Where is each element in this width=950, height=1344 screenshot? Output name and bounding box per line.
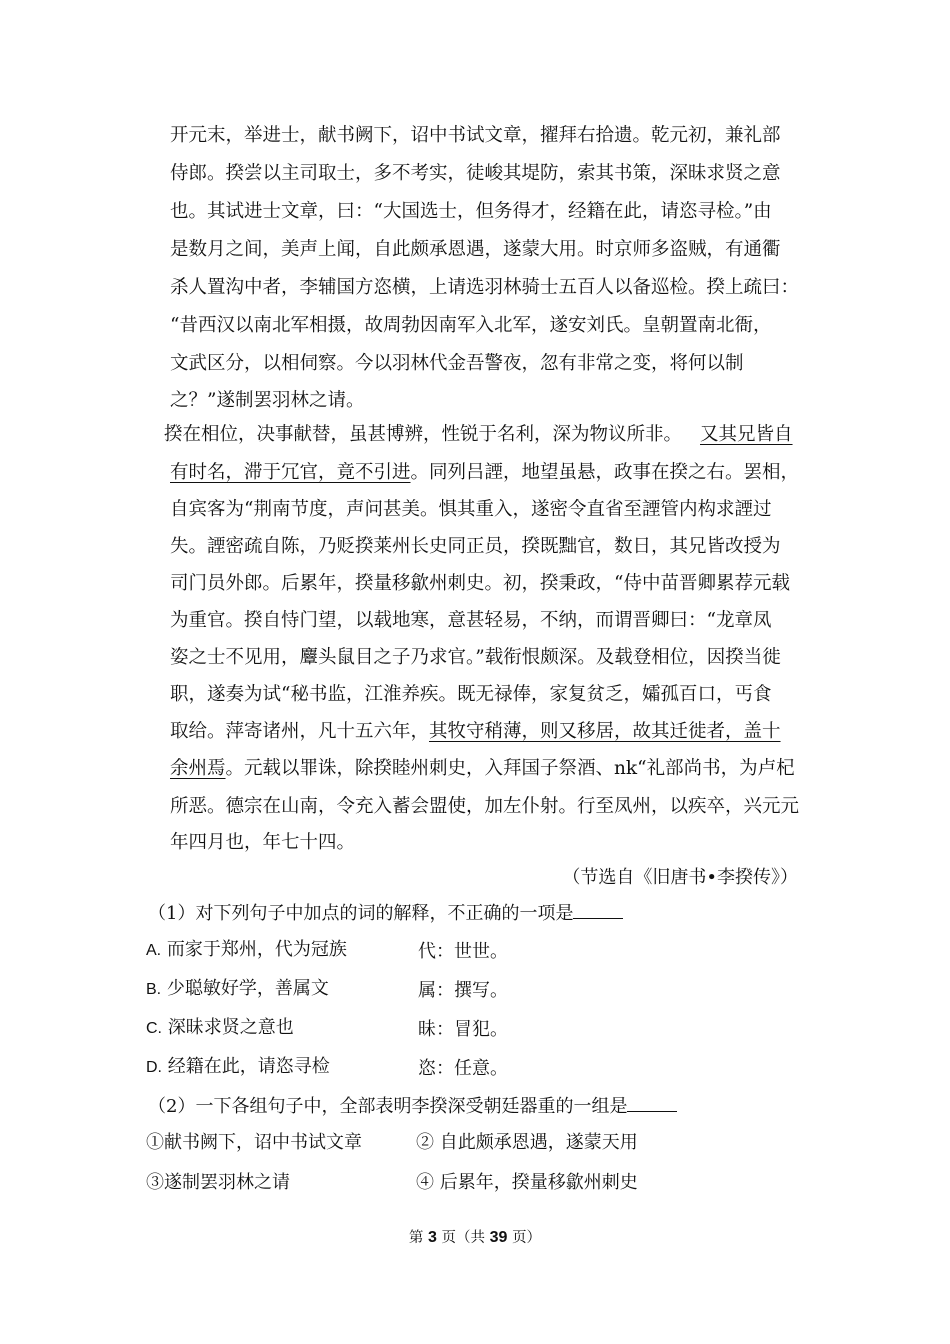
option-c-definition: 昧：冒犯。 [418, 1019, 508, 1040]
passage-text: 。元载以罪诛，除揆睦州刺史，入拜国子祭酒、nk“礼部尚书，为卢杞 [225, 758, 795, 779]
option-sentence: 深昧求贤之意也 [167, 1017, 294, 1038]
option-sentence: 经籍在此，请恣寻检 [167, 1056, 330, 1077]
option-b-definition: 属：撰写。 [418, 980, 508, 1001]
underlined-sentence: 其牧守稍薄，则又移居，故其迁徙者，盖十 [429, 721, 781, 742]
option-d-definition: 恣：任意。 [418, 1058, 508, 1079]
option-c [146, 1016, 294, 1041]
underlined-sentence: 余州焉 [170, 758, 226, 779]
passage-line: 职，遂奏为试“秘书监，江淮养疾。既无禄俸，家复贫乏，孀孤百口，丐食 [170, 684, 772, 705]
group-item-3: ③遂制罢羽林之请 [146, 1172, 290, 1193]
passage-line [164, 423, 793, 447]
underlined-sentence: 有时名，滞于冗官，竟不引进 [170, 462, 411, 483]
passage-line: 年四月也，年七十四。 [170, 832, 356, 853]
passage-line: 自宾客为“荆南节度，声问甚美。惧其重入，遂密令直省至諲管内构求諲过 [170, 499, 772, 520]
total-pages: 39 [489, 1229, 508, 1246]
option-letter: C. [146, 1020, 162, 1037]
passage-line: 所恶。德宗在山南，令充入蓄会盟使，加左仆射。行至凤州，以疾卒，兴元元 [170, 796, 800, 817]
option-b [146, 977, 329, 1002]
footer-text: 页） [512, 1230, 542, 1246]
group-item-4: ④ 后累年，揆量移歙州刺史 [416, 1172, 638, 1193]
passage-line: 文武区分，以相伺察。今以羽林代金吾警夜，忽有非常之变，将何以制 [170, 353, 744, 374]
footer-text: 页（共 [441, 1230, 486, 1246]
footer-text: 第 [408, 1230, 424, 1246]
passage-line [170, 757, 795, 781]
option-d [146, 1055, 330, 1080]
option-a [146, 938, 347, 963]
question-text: （2）一下各组句子中，全部表明李揆深受朝廷器重的一组是 [148, 1096, 628, 1117]
group-item-1: ①献书阙下，诏中书试文章 [146, 1132, 362, 1153]
passage-line: 是数月之间，美声上闻，自此颇承恩遇，遂蒙大用。时京师多盗贼，有通衢 [170, 239, 781, 260]
passage-line [170, 461, 799, 485]
question-text: （1）对下列句子中加点的词的解释，不正确的一项是 [148, 903, 574, 924]
passage-text: 揆在相位，决事献替，虽甚博辨，性锐于名利，深为物议所非。 [164, 424, 683, 445]
option-letter: B. [146, 981, 162, 998]
passage-text: 。同列吕諲，地望虽悬，政事在揆之右。罢相， [410, 462, 800, 483]
passage-line: 开元末，举进士，献书阙下，诏中书试文章，擢拜右拾遗。乾元初，兼礼部 [170, 125, 781, 146]
answer-blank [627, 1095, 677, 1112]
option-letter: D. [146, 1059, 162, 1076]
passage-line: 杀人置沟中者，李辅国方恣横，上请选羽林骑士五百人以备巡检。揆上疏曰： [170, 277, 800, 298]
passage-line: 也。其试进士文章，曰：“大国选士，但务得才，经籍在此，请恣寻检。”由 [170, 201, 772, 222]
passage-line: 为重官。揆自恃门望，以载地寒，意甚轻易，不纳，而谓晋卿曰：“龙章凤 [170, 610, 772, 631]
page-number: 3 [428, 1229, 437, 1246]
option-letter: A. [146, 942, 162, 959]
option-a-definition: 代：世世。 [418, 941, 508, 962]
passage-line: 侍郎。揆尝以主司取士，多不考实，徒峻其堤防，索其书策，深昧求贤之意 [170, 163, 781, 184]
passage-line: 之？”遂制罢羽林之请。 [170, 390, 365, 411]
passage-text: 取给。萍寄诸州，凡十五六年， [170, 721, 430, 742]
group-item-2: ② 自此颇承恩遇，遂蒙天用 [416, 1132, 638, 1153]
question-1-stem [148, 902, 623, 926]
question-2-stem [148, 1095, 677, 1119]
passage-line: 姿之士不见用，麞头鼠目之子乃求官。”载衔恨颇深。及载登相位，因揆当徙 [170, 647, 781, 668]
answer-blank [573, 902, 623, 919]
passage-line: 司门员外郎。后累年，揆量移歙州刺史。初，揆秉政，“侍中苗晋卿累荐元载 [170, 573, 790, 594]
passage-line: 失。諲密疏自陈，乃贬揆莱州长史同正员，揆既黜官，数日，其兄皆改授为 [170, 536, 781, 557]
passage-line: “昔西汉以南北军相摄，故周勃因南军入北军，遂安刘氏。皇朝置南北衙， [170, 315, 772, 336]
source-citation: （节选自《旧唐书•李揆传》） [562, 867, 798, 888]
option-sentence: 而家于郑州，代为冠族 [166, 939, 347, 960]
underlined-sentence: 又其兄皆自 [700, 424, 793, 445]
page-footer [0, 1228, 950, 1248]
passage-line [170, 720, 781, 744]
option-sentence: 少聪敏好学，善属文 [166, 978, 329, 999]
